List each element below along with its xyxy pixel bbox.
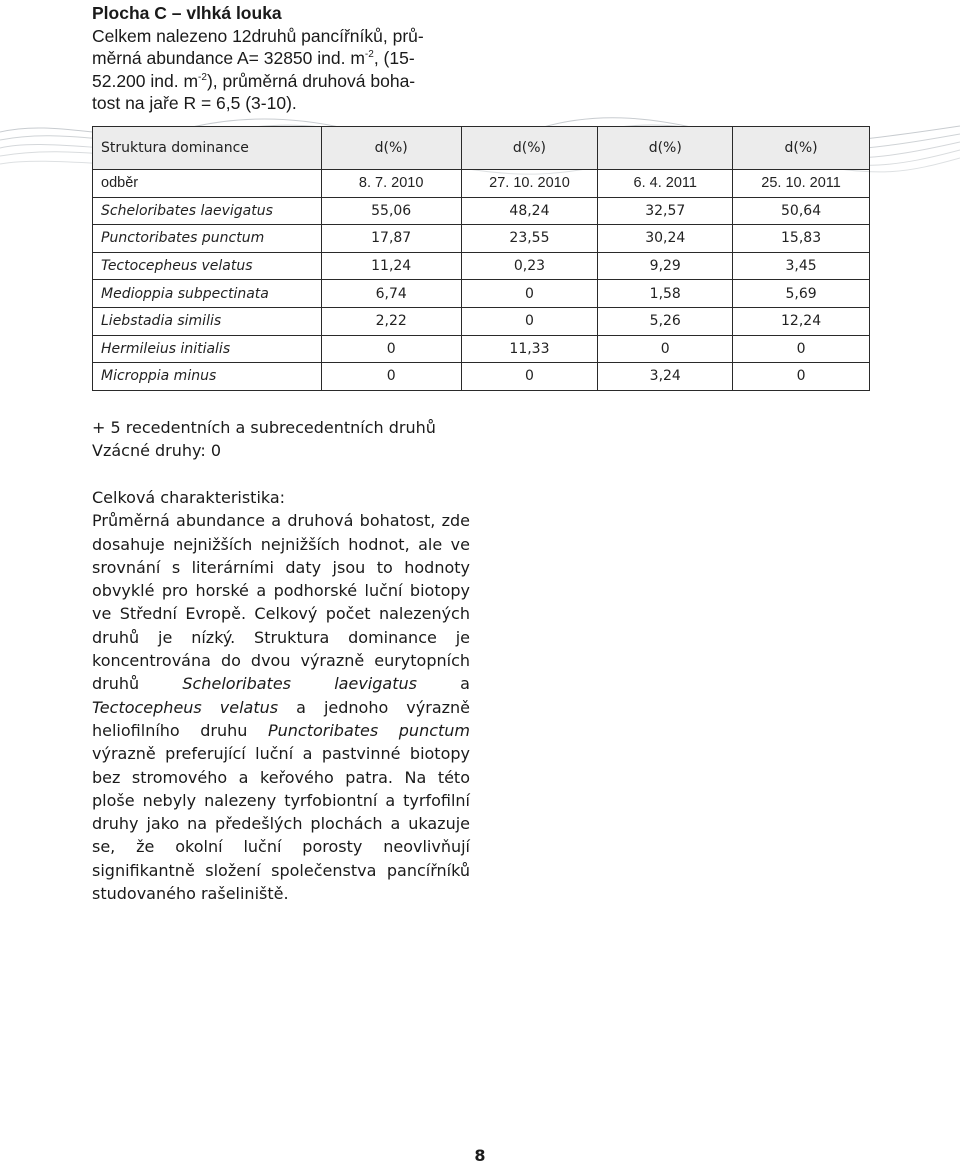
date-label-cell: odběr xyxy=(93,170,322,198)
characteristics-paragraph xyxy=(92,509,470,905)
date-cell: 25. 10. 2011 xyxy=(733,170,870,198)
value-cell: 0 xyxy=(461,307,598,335)
value-cell: 11,24 xyxy=(321,252,461,280)
rare-species-note: Vzácné druhy: 0 xyxy=(92,441,221,460)
value-cell: 0 xyxy=(598,335,733,363)
value-cell: 0 xyxy=(461,363,598,391)
value-cell: 55,06 xyxy=(321,197,461,225)
header-cell: d(%) xyxy=(733,127,870,170)
value-cell: 0 xyxy=(321,335,461,363)
header-cell: Struktura dominance xyxy=(93,127,322,170)
species-cell: Microppia minus xyxy=(93,363,322,391)
header-cell: d(%) xyxy=(461,127,598,170)
value-cell: 0,23 xyxy=(461,252,598,280)
table-row xyxy=(93,225,870,253)
paragraph-text: a jednoho výrazně heliofilního druhu xyxy=(92,697,471,740)
species-cell: Medioppia subpectinata xyxy=(93,280,322,308)
intro-line-3b: ), průměrná druhová boha- xyxy=(206,70,416,91)
recedent-note: + 5 recedentních a subrecedentních druhů xyxy=(92,418,436,437)
intro-line-4: tost na jaře R = 6,5 (3-10). xyxy=(92,93,297,113)
intro-line-1: Celkem nalezeno 12druhů pancířníků, prů- xyxy=(92,25,424,46)
value-cell: 2,22 xyxy=(321,307,461,335)
value-cell: 0 xyxy=(733,363,870,391)
value-cell: 50,64 xyxy=(733,197,870,225)
value-cell: 11,33 xyxy=(461,335,598,363)
value-cell: 0 xyxy=(321,363,461,391)
value-cell: 17,87 xyxy=(321,225,461,253)
value-cell: 32,57 xyxy=(598,197,733,225)
value-cell: 6,74 xyxy=(321,280,461,308)
value-cell: 23,55 xyxy=(461,225,598,253)
value-cell: 1,58 xyxy=(598,280,733,308)
species-cell: Liebstadia similis xyxy=(93,307,322,335)
intro-line-2b: , (15- xyxy=(373,48,415,68)
table-row xyxy=(93,335,870,363)
species-name: Punctoribates punctum xyxy=(267,720,471,740)
species-name: Tectocepheus velatus xyxy=(92,697,279,717)
page-number: 8 xyxy=(474,1146,486,1164)
header-cell: d(%) xyxy=(598,127,733,170)
characteristics-title: Celková charakteristika: xyxy=(92,488,286,507)
date-cell: 8. 7. 2010 xyxy=(321,170,461,198)
intro-sup-2: -2 xyxy=(198,71,207,83)
value-cell: 15,83 xyxy=(733,225,870,253)
table-header-row xyxy=(93,127,870,170)
species-notes xyxy=(92,416,492,462)
table-row xyxy=(93,363,870,391)
value-cell: 0 xyxy=(461,280,598,308)
date-cell: 6. 4. 2011 xyxy=(598,170,733,198)
table-row xyxy=(93,280,870,308)
characteristics-section xyxy=(92,486,470,905)
site-heading: Plocha C – vlhká louka xyxy=(92,3,282,23)
species-cell: Scheloribates laevigatus xyxy=(93,197,322,225)
table-row xyxy=(93,252,870,280)
value-cell: 3,24 xyxy=(598,363,733,391)
dominance-table xyxy=(92,126,870,391)
header-cell: d(%) xyxy=(321,127,461,170)
value-cell: 9,29 xyxy=(598,252,733,280)
paragraph-text: a xyxy=(416,674,470,694)
paragraph-text: výrazně preferující luční a pastvinné biotopy bez stromového a keřového patra. Na této ploše nebyly nalezeny tyrfobiontní a tyrfofilní druhy jako na předešlých plochách a ukazuje se, že okolní luční porosty neovlivňují signifikantně složení společenstva pancířníků studovaného rašeliniště. xyxy=(92,744,470,904)
intro-sup-1: -2 xyxy=(364,49,374,61)
date-cell: 27. 10. 2010 xyxy=(461,170,598,198)
value-cell: 48,24 xyxy=(461,197,598,225)
site-intro xyxy=(92,2,492,115)
paragraph-text: Průměrná abundance a druhová bohatost, zde dosahuje nejnižších nejnižších hodnot, ale ve srovnání s literárními daty jsou to hodnoty obvyklé pro horské a podhorské luční biotopy ve Střední Evropě. Celkový počet nalezených druhů je nízký. Struktura dominance je koncentrována do dvou výrazně eurytopních druhů xyxy=(92,511,470,694)
value-cell: 30,24 xyxy=(598,225,733,253)
value-cell: 0 xyxy=(733,335,870,363)
value-cell: 12,24 xyxy=(733,307,870,335)
value-cell: 5,69 xyxy=(733,280,870,308)
table-row xyxy=(93,307,870,335)
species-cell: Tectocepheus velatus xyxy=(93,252,322,280)
intro-line-2a: měrná abundance A= 32850 ind. m xyxy=(92,48,365,68)
intro-line-3a: 52.200 ind. m xyxy=(92,70,199,91)
species-cell: Hermileius initialis xyxy=(93,335,322,363)
value-cell: 3,45 xyxy=(733,252,870,280)
table-date-row xyxy=(93,170,870,198)
table-row xyxy=(93,197,870,225)
value-cell: 5,26 xyxy=(598,307,733,335)
species-cell: Punctoribates punctum xyxy=(93,225,322,253)
species-name: Scheloribates laevigatus xyxy=(182,674,417,694)
